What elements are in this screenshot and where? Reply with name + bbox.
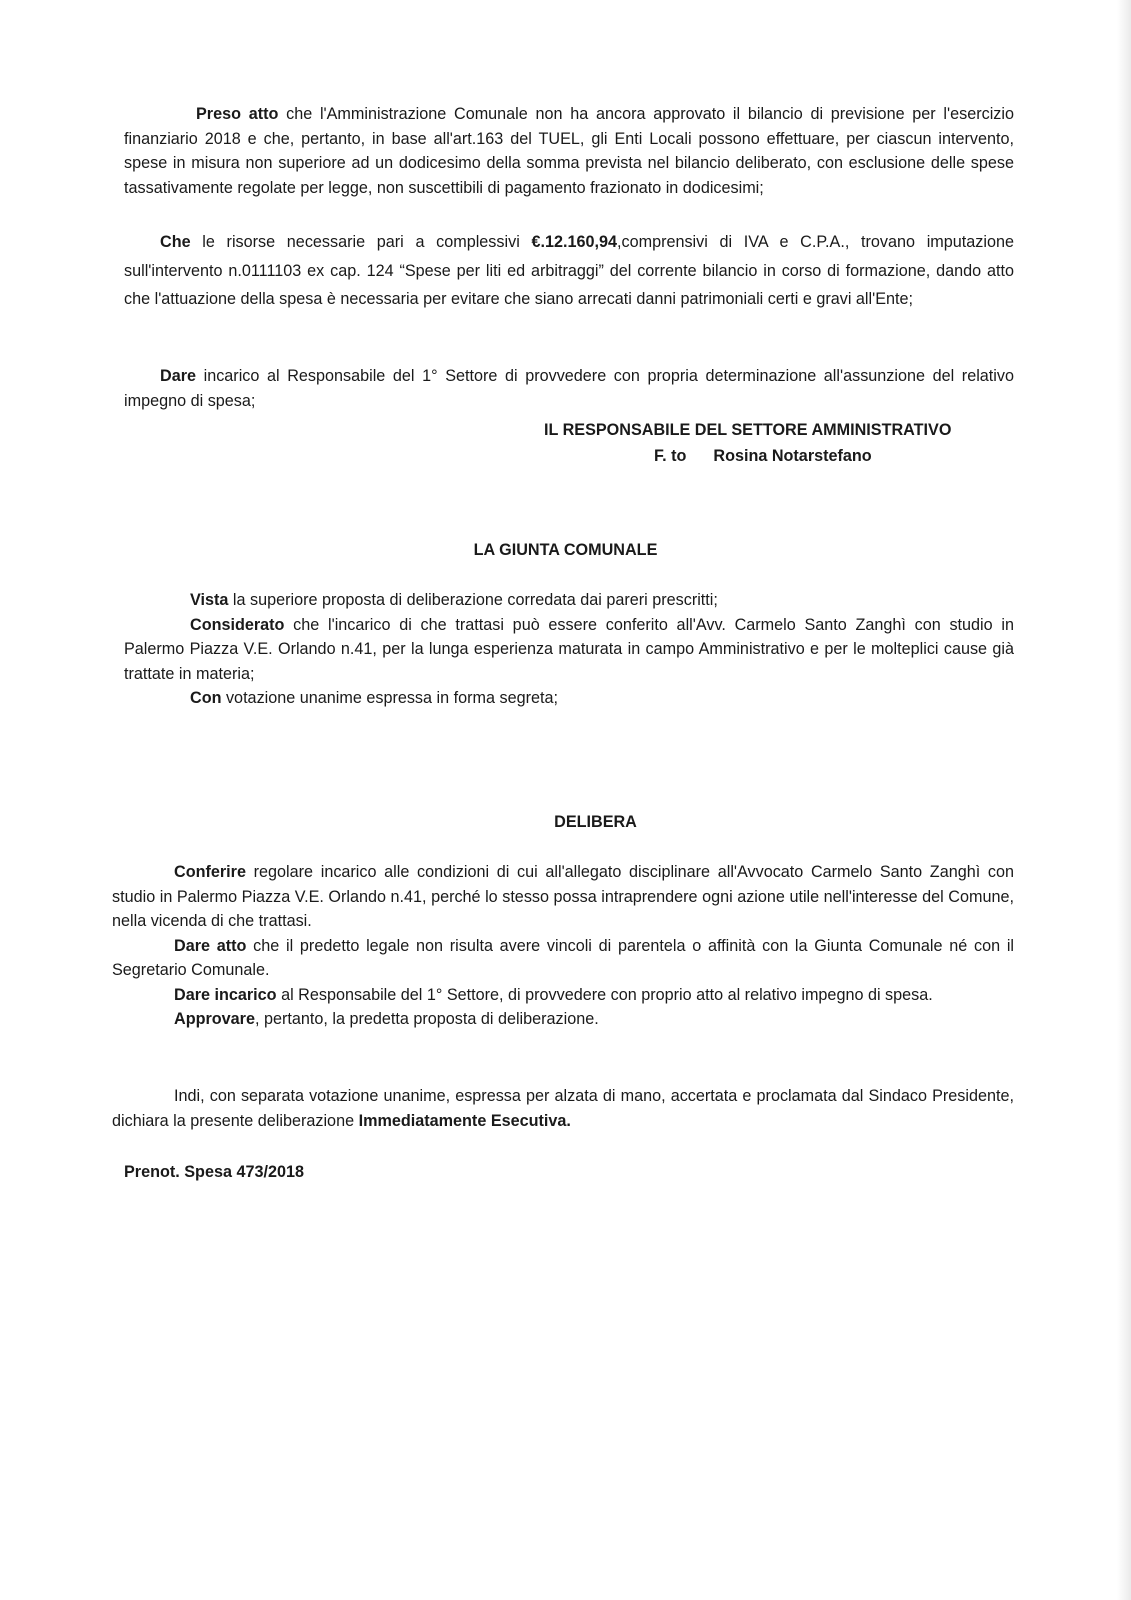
delibera-block [112,860,1014,1032]
paragraph-dare-incarico: Dare incarico al Responsabile del 1° Settore, di provvedere con proprio atto al relativo impegno di spesa. [174,985,933,1004]
scan-edge-shadow [1117,0,1131,1600]
amount: €.12.160,94 [531,233,617,251]
paragraph-con: Con votazione unanime espressa in forma segreta; [190,689,558,707]
incarico-block [124,364,1014,413]
signature-title: IL RESPONSABILE DEL SETTORE AMMINISTRATIVO [544,421,952,439]
prenotazione-spesa: Prenot. Spesa 473/2018 [124,1163,304,1181]
resources-block [124,228,1014,314]
paragraph-indi: Indi, con separata votazione unanime, espressa per alzata di mano, accertata e proclamata dal Sindaco Presidente, dichiara la presente deliberazione Immediatamente Esecutiva. [112,1087,1014,1130]
signature-line: F. to Rosina Notarstefano [654,447,872,465]
indi-block [112,1084,1014,1133]
delibera-heading: DELIBERA [554,813,637,831]
paragraph-vista: Vista la superiore proposta di deliberazione corredata dai pareri prescritti; [190,591,718,609]
paragraph-considerato: Considerato che l'incarico di che trattasi può essere conferito all'Avv. Carmelo Santo Zanghì con studio in Palermo Piazza V.E. Orlando n.41, per la lunga esperienza maturata in campo Amministrativo e per le molteplici cause già trattate in materia; [124,615,1014,683]
paragraph-che: Che le risorse necessarie pari a complessivi €.12.160,94,comprensivi di IVA e C.P.A., trovano imputazione sull'intervento n.0111103 ex cap. 124 “Spese per liti ed arbitraggi” del corrente bilancio in corso di formazione, dando atto che l'attuazione della spesa è necessaria per evitare che siano arrecati danni patrimoniali certi e gravi all'Ente; [124,233,1014,308]
giunta-block [124,588,1014,711]
paragraph-conferire: Conferire regolare incarico alle condizioni di cui all'allegato disciplinare all'Avvocato Carmelo Santo Zanghì con studio in Palermo Piazza V.E. Orlando n.41, perché lo stesso possa intraprendere ogni azione utile nell'interesse del Comune, nella vicenda di che trattasi. [112,863,1014,930]
paragraph-dare: Dare incarico al Responsabile del 1° Settore di provvedere con propria determinazione all'assunzione del relativo impegno di spesa; [124,367,1014,410]
paragraph-dare-atto: Dare atto che il predetto legale non risulta avere vincoli di parentela o affinità con la Giunta Comunale né con il Segretario Comunale. [112,936,1015,979]
paragraph-preso-atto: Preso atto che l'Amministrazione Comunale non ha ancora approvato il bilancio di previsione per l'esercizio finanziario 2018 e che, pertanto, in base all'art.163 del TUEL, gli Enti Locali possono effettuare, per ciascun intervento, spese in misura non superiore ad un dodicesimo della somma prevista nel bilancio deliberato, con esclusione delle spese tassativamente regolate per legge, non suscettibili di pagamento frazionato in dodicesimi; [124,105,1014,197]
signature-name: Rosina Notarstefano [713,447,872,465]
giunta-heading: LA GIUNTA COMUNALE [473,541,658,559]
paragraph-approvare: Approvare, pertanto, la predetta proposta di deliberazione. [174,1010,599,1028]
premise-block [124,102,1014,200]
